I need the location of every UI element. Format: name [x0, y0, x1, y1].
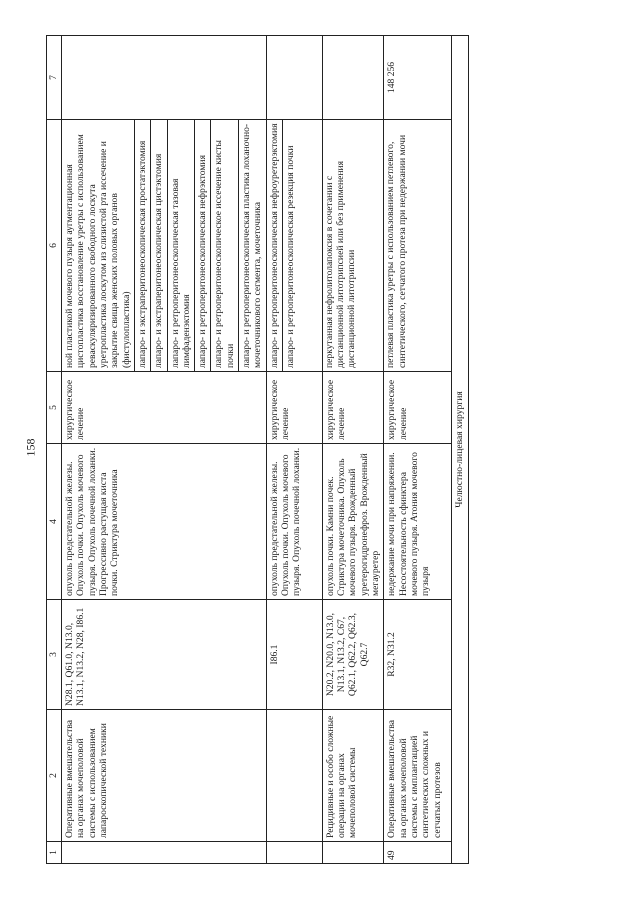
header-col-3: 3: [47, 600, 62, 710]
header-row: [47, 36, 62, 864]
method-item: лапаро- и экстраперитонеоскопическая цистэктомия: [151, 120, 167, 371]
table-row: [266, 36, 322, 864]
section-row: [452, 36, 468, 864]
header-col-1: 1: [47, 842, 62, 864]
treatment-type: хирургическое лечение: [62, 372, 267, 444]
treatment-type: хирургическое лечение: [322, 372, 384, 444]
icd-codes: N28.1, Q61.0, N13.0, N13.1, N13.2, N28, I86.1: [62, 600, 267, 710]
header-col-4: 4: [47, 444, 62, 600]
procedure-name: Оперативные вмешательства на органах мочеполовой системы с использованием лапароскопической техники: [62, 710, 267, 842]
method-item: лапаро- и ретроперитонеоскопическая нефрэктомия: [195, 120, 211, 371]
diagnosis: опухоль почки. Камни почек. Стриктура мочеточника. Опухоль мочевого пузыря. Врожденный уретерогидронефроз. Врожденный мегауретер: [322, 444, 384, 600]
method-item: лапаро- и ретроперитонеоскопическая резекция почки: [285, 145, 296, 368]
method-item: лапаро- и ретроперитонеоскопическая тазовая лимфаденэктомия: [168, 120, 196, 371]
row-number: [322, 842, 384, 864]
cost: [62, 36, 267, 120]
table-row: [62, 36, 267, 864]
rotated-table-container: [46, 36, 594, 864]
row-number: [266, 842, 322, 864]
cost: 148 256: [384, 36, 452, 120]
treatment-type: хирургическое лечение: [384, 372, 452, 444]
row-number: 49: [384, 842, 452, 864]
cost: [266, 36, 322, 120]
diagnosis: недержание мочи при напряжении. Несостоятельность сфинктера мочевого пузыря. Атония мочевого пузыря: [384, 444, 452, 600]
method-item: лапаро- и ретроперитонеоскопическая пластика лоханочно-мочеточникового сегмента, мочеточника: [241, 123, 264, 368]
method-item: ной пластикой мочевого пузыря аугментационная цистопластика восстановление уретры с использованием реваскуляризированного свободного лоскута уретропластика лоскутом из слизистой рта иссечение и закрытие свища женских половых органов (фистулопластика): [62, 120, 135, 371]
cost: [322, 36, 384, 120]
icd-codes: N20.2, N20.0, N13.0, N13.1, N13.2, C67, Q62.1, Q62.2, Q62.3, Q62.7: [322, 600, 384, 710]
header-col-6: 6: [47, 120, 62, 372]
diagnosis: опухоль предстательной железы. Опухоль почки. Опухоль мочевого пузыря. Опухоль почечной лоханки.: [266, 444, 322, 600]
diagnosis: опухоль предстательной железы. Опухоль почки. Опухоль мочевого пузыря. Опухоль почечной лоханки. Прогрессивно растущая киста почки. Стриктура мочеточника: [62, 444, 267, 600]
treatment-type: хирургическое лечение: [266, 372, 322, 444]
icd-codes: R32, N31.2: [384, 600, 452, 710]
header-col-7: 7: [47, 36, 62, 120]
procedure-name: Рецидивные и особо сложные операции на органах мочеполовой системы: [322, 710, 384, 842]
row-number: [62, 842, 267, 864]
table-row: [322, 36, 384, 864]
method-item: перкутанная нефролитолапоксия в сочетании с дистанционной литотрипсией или без применения дистанционной литотрипсии: [323, 160, 358, 368]
treatment-methods: [266, 120, 322, 372]
section-title: Челюстно-лицевая хирургия: [452, 36, 468, 864]
procedures-table: [46, 35, 469, 864]
method-item: лапаро- и ретроперитонеоскопическая нефроуретерэктомия: [267, 120, 283, 371]
procedure-name: [266, 710, 322, 842]
procedure-name: Оперативные вмешательства на органах мочеполовой системы с имплантацией синтетических сложных и сетчатых протезов: [384, 710, 452, 842]
treatment-methods: [322, 120, 384, 372]
method-item: лапаро- и экстраперитонеоскопическая простатэктомия: [135, 120, 151, 371]
header-col-2: 2: [47, 710, 62, 842]
page-number: 158: [23, 438, 38, 457]
treatment-methods: [384, 120, 452, 372]
method-item: лапаро- и ретроперитонеоскопическое иссечение кисты почки: [211, 120, 239, 371]
header-col-5: 5: [47, 372, 62, 444]
treatment-methods: [62, 120, 267, 372]
icd-codes: I86.1: [266, 600, 322, 710]
method-item: петлевая пластика уретры с использованием петлевого, синтетического, сетчатого протеза при недержании мочи: [385, 134, 408, 368]
table-row: [384, 36, 452, 864]
